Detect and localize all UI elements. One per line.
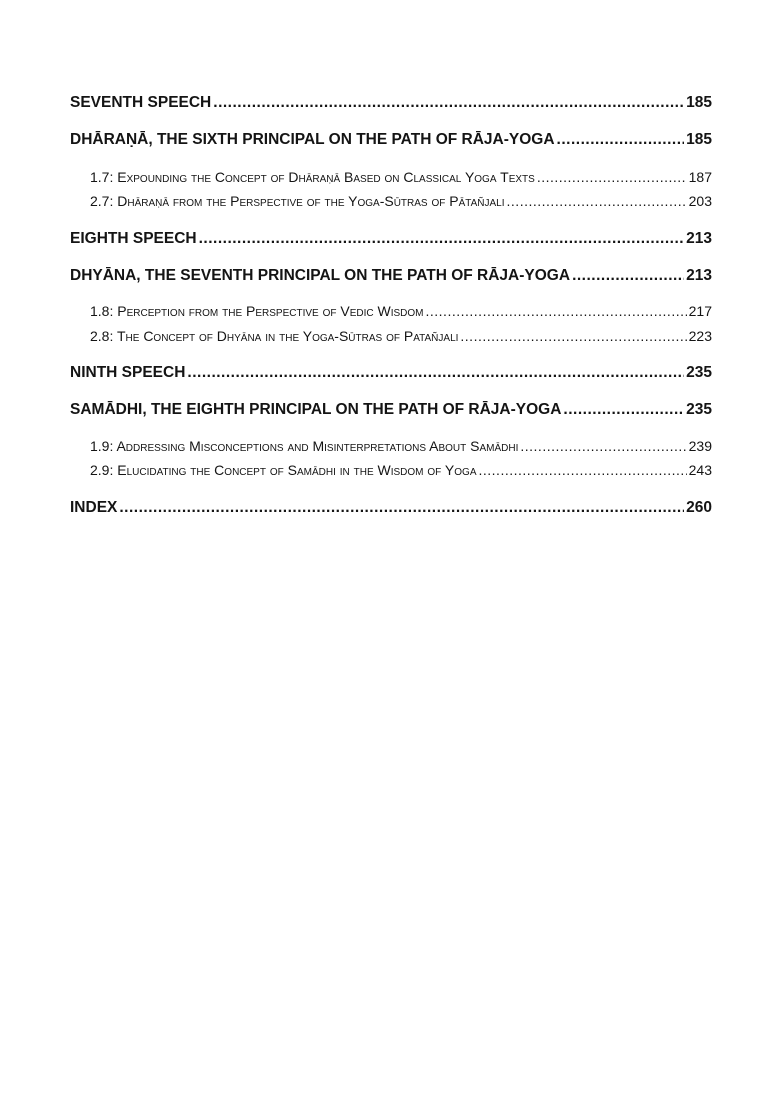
toc-entry-page: 213 — [686, 267, 712, 284]
dot-leader — [187, 364, 684, 382]
toc-entry-page: 185 — [686, 94, 712, 111]
toc-entry-title: 1.8: Perception from the Perspective of Vedic Wisdom — [90, 303, 424, 319]
toc-entry-eighth-speech[interactable] — [70, 230, 712, 248]
toc-entry-title: DHYĀNA, THE SEVENTH PRINCIPAL ON THE PATH OF RĀJA-YOGA — [70, 267, 571, 284]
toc-entry-title: SEVENTH SPEECH — [70, 94, 212, 111]
dot-leader — [537, 169, 687, 185]
toc-entry-1-9[interactable] — [90, 438, 712, 454]
toc-entry-title: SAMĀDHI, THE EIGHTH PRINCIPAL ON THE PATH OF RĀJA-YOGA — [70, 401, 562, 418]
toc-entry-page: 239 — [688, 438, 712, 454]
dot-leader — [426, 303, 687, 319]
toc-entry-page: 243 — [688, 462, 712, 478]
toc-entry-title: 1.9: Addressing Misconceptions and Misinterpretations About Samādhi — [90, 438, 519, 454]
toc-entry-2-8[interactable] — [90, 328, 712, 344]
dot-leader — [479, 462, 687, 478]
toc-entry-title: INDEX — [70, 499, 118, 516]
dot-leader — [563, 401, 684, 419]
toc-entry-title: EIGHTH SPEECH — [70, 230, 197, 247]
toc-entry-page: 223 — [688, 328, 712, 344]
dot-leader — [199, 230, 685, 248]
toc-entry-title: DHĀRAṆĀ, THE SIXTH PRINCIPAL ON THE PATH OF RĀJA-YOGA — [70, 131, 555, 148]
toc-entry-title: 1.7: Expounding the Concept of Dhāraṇā Based on Classical Yoga Texts — [90, 169, 535, 185]
dot-leader — [520, 438, 686, 454]
dot-leader — [119, 499, 684, 517]
toc-entry-title: 2.9: Elucidating the Concept of Samādhi in the Wisdom of Yoga — [90, 462, 477, 478]
toc-entry-ninth-speech[interactable] — [70, 364, 712, 382]
toc-entry-page: 217 — [688, 303, 712, 319]
toc-entry-page: 235 — [686, 401, 712, 418]
toc-entry-samadhi-heading[interactable] — [70, 401, 712, 419]
toc-entry-dhyana-heading[interactable] — [70, 267, 712, 285]
toc-entry-title: 2.8: The Concept of Dhyāna in the Yoga-Sūtras of Patañjali — [90, 328, 459, 344]
dot-leader — [460, 328, 686, 344]
toc-entry-title: 2.7: Dhāraṇā from the Perspective of the Yoga-Sūtras of Pātañjali — [90, 193, 505, 209]
toc-entry-page: 187 — [688, 169, 712, 185]
toc-entry-2-7[interactable] — [90, 193, 712, 209]
toc-entry-seventh-speech[interactable] — [70, 94, 712, 112]
toc-entry-page: 185 — [686, 131, 712, 148]
dot-leader — [572, 267, 684, 285]
toc-entry-1-7[interactable] — [90, 169, 712, 185]
dot-leader — [213, 94, 684, 112]
toc-entry-title: NINTH SPEECH — [70, 364, 186, 381]
toc-entry-dharana-heading[interactable] — [70, 131, 712, 149]
toc-entry-index[interactable] — [70, 499, 712, 517]
toc-entry-1-8[interactable] — [90, 303, 712, 319]
dot-leader — [507, 193, 687, 209]
dot-leader — [557, 131, 685, 149]
toc-entry-page: 203 — [688, 193, 712, 209]
toc-entry-page: 235 — [686, 364, 712, 381]
toc-entry-page: 213 — [686, 230, 712, 247]
toc-entry-2-9[interactable] — [90, 462, 712, 478]
toc-entry-page: 260 — [686, 499, 712, 516]
